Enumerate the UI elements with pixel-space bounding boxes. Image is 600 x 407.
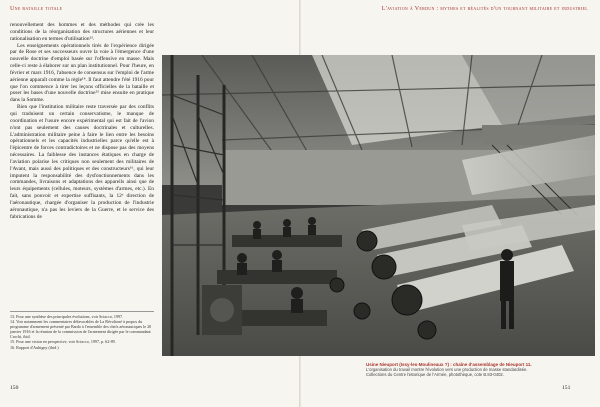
photo-caption — [366, 362, 596, 377]
page-number-right: 151 — [562, 385, 571, 391]
body-paragraph: renouvellement des hommes et des méthodes qui crée les conditions de la réorganisation des structures aériennes et leur rationalisation en termes d'utilisation¹³. — [10, 22, 154, 42]
footnotes — [10, 311, 154, 350]
caption-title: Usine Nieuport (Issy-les-Moulineaux ?) : chaîne d'assemblage de Nieuport 11. — [366, 362, 532, 367]
body-text-column — [10, 22, 154, 220]
caption-credit: Collections du Centre historique de l'Armée, photothèque, cote B.83-0402. — [366, 372, 504, 378]
body-paragraph: Les enseignements opérationnels tirés de l'expérience dirigée par de Rose et ses successeurs ouvre la voie à l'émergence d'une nouvelle doctrine d'emploi basée sur l'offensive en masse. Mais celle-ci reste à élaborer sur un plan institutionnel. Pour l'heure, en février et mars 1916, l'absence de consensus sur l'emploi de l'arme aérienne apparaît comme la règle¹⁴. Il faut attendre l'été 1916 pour que l'on commence à tirer les leçons officielles de la bataille et poser les bases d'une nouvelle doctrine¹⁵ mise ensuite en pratique dans la Somme. — [10, 42, 154, 104]
page-number-left: 150 — [10, 385, 19, 391]
footnote: 15. Pour une vision en perspective, voir Sciacco, 1997, p. 62-89. — [10, 339, 116, 345]
footnote: 13. Pour une synthèse des principales évolutions, voir Sciacco, 1997. — [10, 314, 124, 319]
footnote: 16. Rapport d'Aubigny (ibid.) — [10, 344, 59, 350]
caption-text: L'organisation du travail montre l'évolution vers une production de masse standardisée. — [366, 367, 528, 373]
running-head-right: L'aviation à Verdun : mythes et réalités d'un tournant militaire et industriel — [381, 6, 588, 12]
footnote: 14. Voir notamment les commentaires défavorables de La Révoltoné à propos du programme d'armement présenté par Bardo à l'ensemble des chefs aéronautiques le 20 janvier 1916 et la réunion de la commission de l'armement dirigée par le commandant Crochi, ibid. — [10, 319, 152, 340]
factory-photograph — [162, 55, 595, 356]
body-paragraph: Bien que l'institution militaire reste traversée par des conflits qui traduisent un certain conservatisme, le manque de coordination et l'usure encore expérimental qui est fait de l'avion n'ont pas seulement des causes doctrinales et culturelles. L'administration militaire peine à faire le lien entre les besoins opérationnels et les capacités industrielles parce qu'elle est à l'épicentre de forces contradictoires et ne dispose pas des moyens nécessaires. La faiblesse des instances étatiques en charge de l'aviation polarise les critiques non seulement des militaires de l'Avant, mais aussi des politiques et des constructeurs¹⁶, qui leur imputent la responsabilité des dysfonctionnements dans les commandes, livraisons et adaptations des appareils ainsi que de leurs équipements (cellules, moteurs, systèmes d'armes, etc.). En fait, sans pouvoir et expertise suffisants, la 12ᵉ direction de l'aéronautique, chargée d'organiser la production de l'industrie aéronautique, n'a pas les leviers de la Guerre, et le service des fabrications de — [10, 104, 154, 220]
running-head-left: Une bataille totale — [10, 6, 63, 12]
